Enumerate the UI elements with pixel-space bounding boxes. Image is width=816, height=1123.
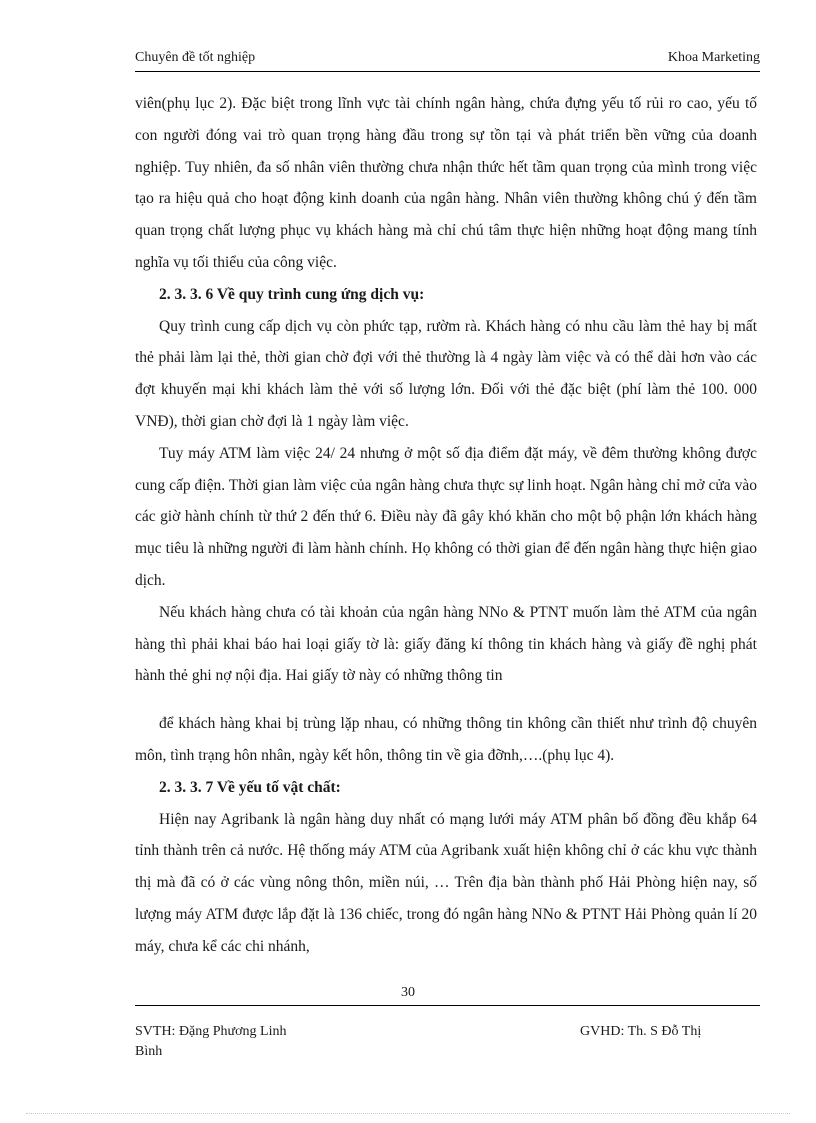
header-rule: [135, 71, 760, 72]
footer-student-line1: SVTH: Đặng Phương Linh: [135, 1024, 287, 1039]
page-header: [135, 50, 760, 70]
paragraph-1: viên(phụ lục 2). Đặc biệt trong lĩnh vực tài chính ngân hàng, chứa đựng yếu tố rủi ro cao, yếu tố con người đóng vai trò quan trọng hàng đầu trong sự tồn tại và phát triển bền vững của doanh nghiệp. Tuy nhiên, đa số nhân viên thường chưa nhận thức hết tầm quan trọng của mình trong việc tạo ra hiệu quả cho hoạt động kinh doanh của ngân hàng. Nhân viên thường không chú ý đến tầm quan trọng chất lượng phục vụ khách hàng mà chỉ chú tâm thực hiện những hoạt động mang tính nghĩa vụ tối thiểu của công việc.: [135, 95, 757, 271]
paragraph-gap: [135, 692, 757, 708]
paragraph-2: Quy trình cung cấp dịch vụ còn phức tạp, rườm rà. Khách hàng có nhu cầu làm thẻ hay bị mất thẻ phải làm lại thẻ, thời gian chờ đợi với thẻ thường là 4 ngày làm việc và có thể dài hơn vào các đợt khuyến mại khi khách làm thẻ với số lượng lớn. Đối với thẻ đặc biệt (phí làm thẻ 100. 000 VNĐ), thời gian chờ đợi là 1 ngày làm việc.: [135, 317, 757, 430]
document-body: [135, 88, 757, 963]
footer-rule: [135, 1005, 760, 1006]
footer-student: [135, 1022, 287, 1062]
footer-student-line2: Bình: [135, 1044, 163, 1059]
section-heading-2337: 2. 3. 3. 7 Về yếu tố vật chất:: [159, 778, 341, 796]
paragraph-5: để khách hàng khai bị trùng lặp nhau, có những thông tin không cần thiết như trình độ chuyên môn, tình trạng hôn nhân, ngày kết hôn, thông tin về gia đỡnh,….(phụ lục 4).: [135, 715, 757, 764]
footer-advisor: GVHD: Th. S Đỗ Thị: [580, 1024, 702, 1039]
paragraph-4: Nếu khách hàng chưa có tài khoản của ngân hàng NNo & PTNT muốn làm thẻ ATM của ngân hàng thì phải khai báo hai loại giấy tờ là: giấy đăng kí thông tin khách hàng và giấy đề nghị phát hành thẻ ghi nợ nội địa. Hai giấy tờ này có những thông tin: [135, 603, 757, 685]
paragraph-3: Tuy máy ATM làm việc 24/ 24 nhưng ở một số địa điểm đặt máy, về đêm thường không được cung cấp điện. Thời gian làm việc của ngân hàng chưa thực sự linh hoạt. Ngân hàng chỉ mở cửa vào các giờ hành chính từ thứ 2 đến thứ 6. Điều này đã gây khó khăn cho một bộ phận lớn khách hàng mục tiêu là những người đi làm hành chính. Họ không có thời gian để đến ngân hàng thực hiện giao dịch.: [135, 444, 757, 589]
paragraph-6: Hiện nay Agribank là ngân hàng duy nhất có mạng lưới máy ATM phân bố đồng đều khắp 64 tỉnh thành trên cả nước. Hệ thống máy ATM của Agribank xuất hiện không chỉ ở các khu vực thành thị mà đã có ở các vùng nông thôn, miền núi, … Trên địa bàn thành phố Hải Phòng hiện nay, số lượng máy ATM được lắp đặt là 136 chiếc, trong đó ngân hàng NNo & PTNT Hải Phòng quản lí 20 máy, chưa kể các chi nhánh,: [135, 810, 757, 955]
page-bottom-dotted-border: [26, 1113, 790, 1114]
page-number: 30: [401, 985, 415, 1000]
header-left-title: Chuyên đề tốt nghiệp: [135, 50, 256, 65]
section-heading-2336: 2. 3. 3. 6 Về quy trình cung ứng dịch vụ:: [159, 285, 425, 303]
header-right-title: Khoa Marketing: [667, 50, 760, 65]
